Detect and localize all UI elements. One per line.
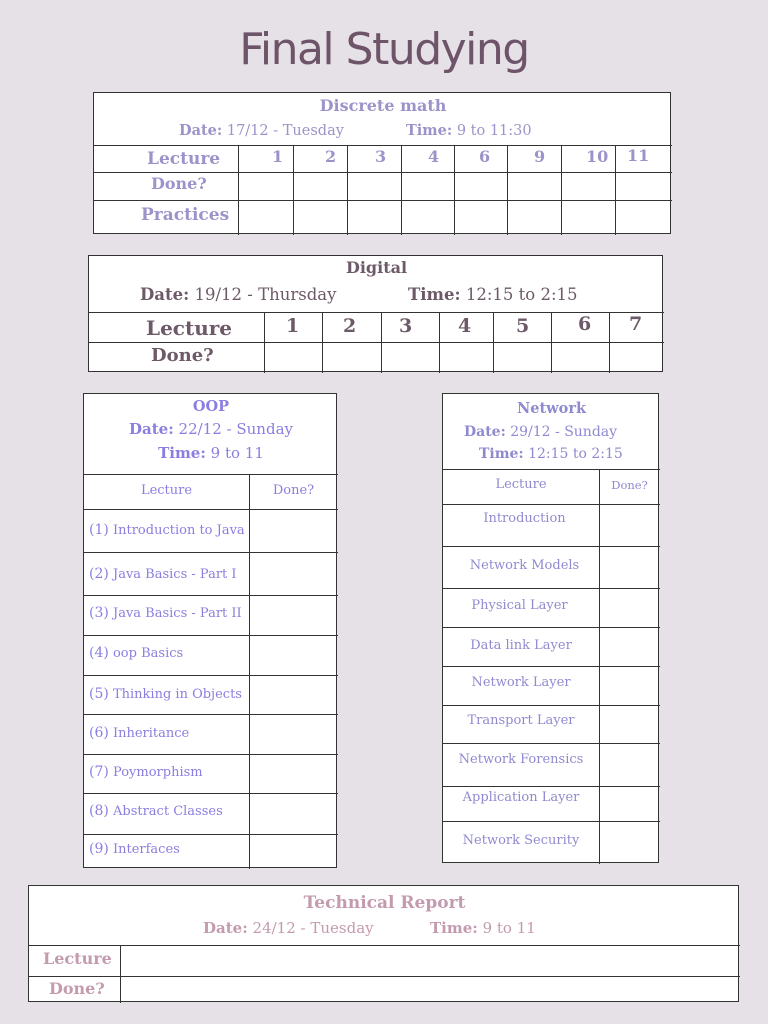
digital-table (88, 255, 663, 372)
report-date-label: Date: (203, 919, 248, 937)
oop-item-number: (3) (89, 605, 109, 621)
network-lecture-item: Physical Layer (471, 598, 568, 613)
technical-report-table (28, 885, 739, 1002)
digital-lecture-number: 6 (578, 313, 592, 335)
digital-time-label: Time: (408, 285, 461, 304)
network-time (479, 446, 623, 462)
discrete-lecture-number: 4 (428, 147, 440, 166)
oop-lecture-item (89, 605, 242, 621)
discrete-row-done: Done? (151, 174, 207, 193)
discrete-title: Discrete math (319, 96, 447, 115)
discrete-time (406, 122, 532, 139)
oop-item-label: Poymorphism (112, 765, 203, 780)
network-date (464, 424, 617, 440)
oop-item-label: oop Basics (112, 646, 184, 661)
report-date-value: 24/12 - Tuesday (252, 919, 374, 937)
oop-item-label: Interfaces (112, 842, 180, 857)
digital-row-done: Done? (151, 345, 214, 366)
discrete-lecture-number: 1 (272, 147, 284, 166)
report-row-lecture: Lecture (43, 949, 112, 968)
oop-date-value: 22/12 - Sunday (178, 420, 293, 438)
digital-lecture-number: 7 (629, 313, 643, 335)
discrete-math-table (93, 92, 671, 234)
discrete-lecture-number: 3 (375, 147, 387, 166)
discrete-lecture-number: 6 (479, 147, 491, 166)
digital-lecture-number: 4 (458, 315, 472, 337)
discrete-date-value: 17/12 - Tuesday (226, 123, 344, 139)
report-time-label: Time: (430, 919, 478, 937)
oop-item-label: Inheritance (112, 726, 190, 741)
report-title: Technical Report (303, 893, 466, 913)
report-date (203, 919, 374, 937)
oop-item-label: Java Basics - Part II (112, 606, 242, 621)
discrete-lecture-number: 10 (586, 147, 609, 166)
network-lecture-item: Network Models (469, 558, 580, 573)
oop-item-number: (4) (89, 645, 109, 661)
digital-date-value: 19/12 - Thursday (194, 285, 337, 304)
digital-lecture-number: 1 (286, 315, 300, 337)
discrete-date-label: Date: (179, 122, 223, 139)
network-lecture-item: Network Forensics (458, 752, 584, 767)
oop-lecture-item (89, 645, 183, 661)
discrete-row-lecture: Lecture (147, 149, 221, 169)
discrete-date (179, 122, 344, 139)
oop-time-value: 9 to 11 (210, 444, 264, 462)
oop-table (83, 393, 337, 868)
report-row-done: Done? (49, 979, 105, 998)
digital-lecture-number: 2 (343, 315, 357, 337)
digital-lecture-number: 3 (399, 315, 413, 337)
discrete-time-value: 9 to 11:30 (456, 123, 532, 139)
oop-date (84, 420, 338, 438)
digital-date (140, 285, 336, 304)
discrete-time-label: Time: (406, 122, 453, 139)
network-table (442, 393, 659, 863)
network-time-label: Time: (479, 446, 524, 462)
oop-lecture-item (89, 841, 180, 857)
oop-item-label: Thinking in Objects (112, 687, 242, 702)
oop-lecture-item (89, 686, 242, 702)
oop-item-number: (1) (89, 522, 109, 538)
network-title: Network (516, 400, 587, 417)
network-time-value: 12:15 to 2:15 (528, 446, 623, 462)
network-lecture-item: Network Layer (471, 675, 571, 690)
digital-row-lecture: Lecture (146, 316, 233, 340)
digital-lecture-number: 5 (516, 315, 530, 337)
network-lecture-item: Introduction (483, 511, 566, 526)
network-lecture-item: Transport Layer (467, 713, 575, 728)
report-time (430, 919, 536, 937)
oop-lecture-item (89, 522, 245, 538)
discrete-row-practices: Practices (141, 205, 230, 225)
network-lecture-item: Network Security (462, 833, 580, 848)
oop-lecture-item (89, 764, 203, 780)
oop-item-label: Java Basics - Part I (112, 567, 237, 582)
discrete-lecture-number: 11 (627, 146, 650, 165)
digital-date-label: Date: (140, 285, 190, 304)
page-title: Final Studying (239, 24, 529, 75)
network-col-done: Done? (611, 478, 648, 492)
oop-item-label: Introduction to Java (112, 523, 245, 538)
oop-lecture-item (89, 566, 237, 582)
oop-col-done: Done? (272, 483, 315, 498)
report-time-value: 9 to 11 (482, 919, 536, 937)
discrete-lecture-number: 2 (325, 147, 337, 166)
oop-item-number: (5) (89, 686, 109, 702)
oop-lecture-item (89, 725, 189, 741)
digital-time-value: 12:15 to 2:15 (465, 285, 578, 304)
network-date-value: 29/12 - Sunday (510, 424, 618, 440)
oop-lecture-item (89, 803, 223, 819)
oop-time-label: Time: (158, 444, 206, 462)
oop-time (84, 444, 338, 462)
oop-col-lecture: Lecture (140, 483, 193, 498)
oop-title: OOP (192, 398, 230, 415)
oop-date-label: Date: (129, 420, 174, 438)
digital-time (408, 285, 578, 304)
oop-item-number: (7) (89, 764, 109, 780)
oop-item-number: (8) (89, 803, 109, 819)
digital-title: Digital (345, 258, 408, 277)
network-lecture-item: Application Layer (462, 790, 580, 805)
network-date-label: Date: (464, 424, 506, 440)
oop-item-number: (9) (89, 841, 109, 857)
discrete-lecture-number: 9 (534, 147, 546, 166)
network-lecture-item: Data link Layer (470, 638, 572, 653)
network-col-lecture: Lecture (495, 477, 547, 492)
oop-item-number: (6) (89, 725, 109, 741)
oop-item-number: (2) (89, 566, 109, 582)
oop-item-label: Abstract Classes (112, 804, 223, 819)
